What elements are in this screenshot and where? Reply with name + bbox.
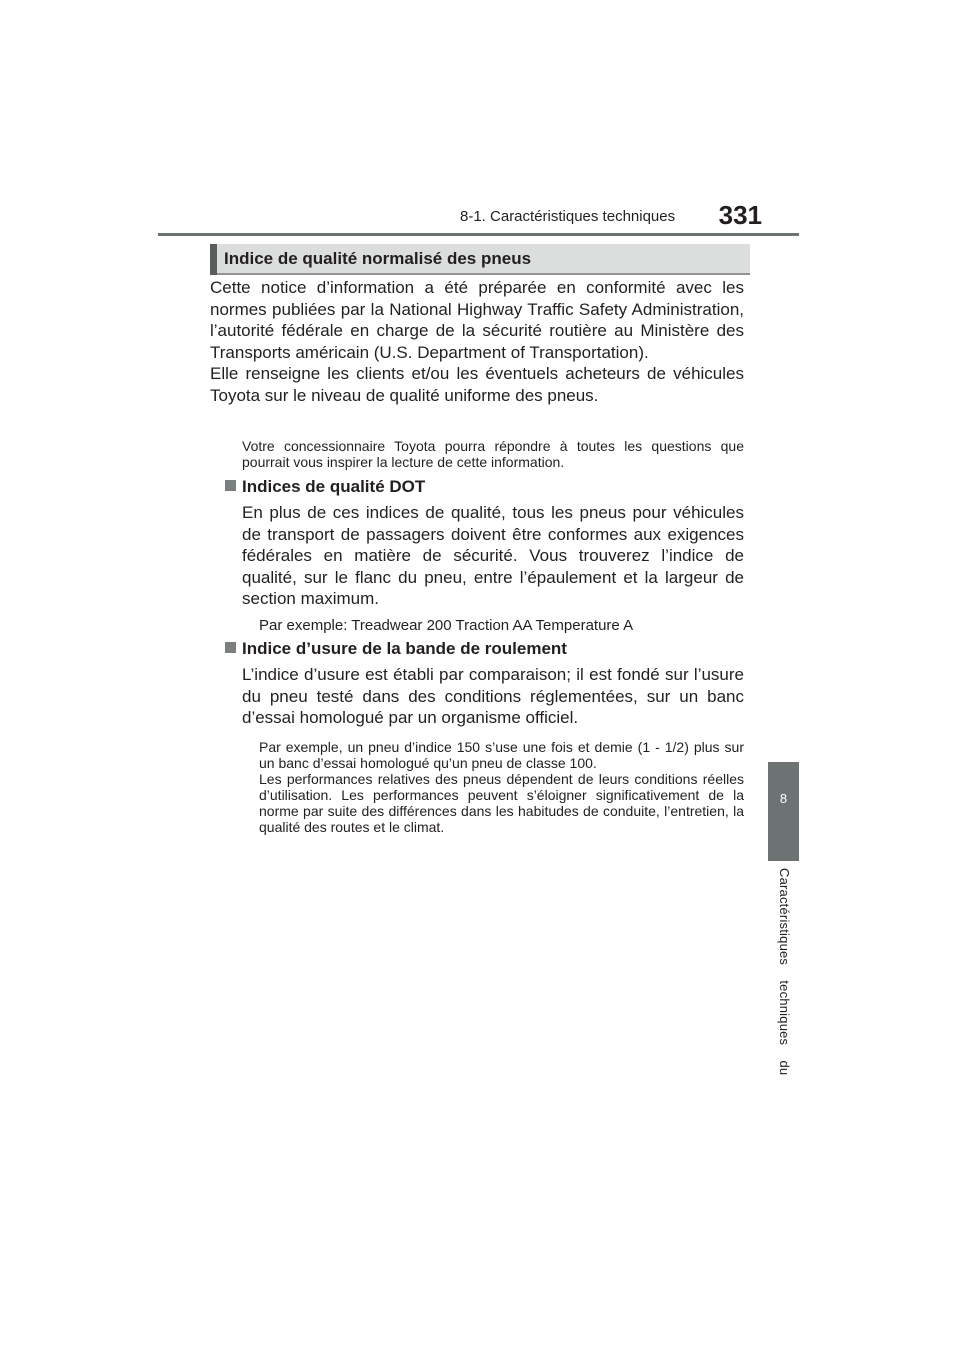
dot-block xyxy=(242,502,744,610)
section-title-accent xyxy=(210,244,217,275)
treadwear-block xyxy=(242,664,744,729)
treadwear-note-1: Par exemple, un pneu d’indice 150 s’use une fois et demie (1 - 1/2) plus sur un banc d’essai homologué qu’un pneu de classe 100. xyxy=(259,739,744,771)
treadwear-heading xyxy=(225,638,567,660)
chapter-side-label-text: Caractéristiques techniques du xyxy=(776,868,792,1076)
dot-paragraph: En plus de ces indices de qualité, tous les pneus pour véhicules de transport de passagers doivent être conformes aux exigences fédérales en matière de sécurité. Vous trouverez l’indice de qualité, sur le flanc du pneu, entre l’épaulement et la largeur de section maximum. xyxy=(242,503,744,608)
treadwear-note-2: Les performances relatives des pneus dépendent de leurs conditions réelles d’utilisation. Les performances peuvent s’éloigner significativement de la norme par suite des différences dans les habitudes de conduite, l’entretien, la qualité des routes et le climat. xyxy=(259,771,744,835)
chapter-tab xyxy=(768,762,799,861)
intro-note-block xyxy=(242,438,744,470)
header-divider xyxy=(158,233,799,236)
dot-example-block xyxy=(259,618,744,634)
intro-paragraph-1: Cette notice d’information a été préparée en conformité avec les normes publiées par la National Highway Traffic Safety Administration, l’autorité fédérale en charge de la sécurité routière au Ministère des Transports américain (U.S. Department of Transportation). xyxy=(210,278,744,362)
header-section-title: 8-1. Caractéristiques techniques xyxy=(460,208,676,225)
square-bullet-icon xyxy=(225,642,236,653)
treadwear-heading-text: Indice d’usure de la bande de roulement xyxy=(242,639,567,658)
chapter-tab-number: 8 xyxy=(779,791,788,806)
dot-example: Par exemple: Treadwear 200 Traction AA Temperature A xyxy=(259,617,634,634)
treadwear-notes-block xyxy=(259,739,744,835)
section-title: Indice de qualité normalisé des pneus xyxy=(224,249,532,268)
square-bullet-icon xyxy=(225,480,236,491)
intro-paragraph-2: Elle renseigne les clients et/ou les éventuels acheteurs de véhicules Toyota sur le niveau de qualité uniforme des pneus. xyxy=(210,364,744,405)
chapter-side-label xyxy=(768,868,799,1108)
intro-note: Votre concessionnaire Toyota pourra répondre à toutes les questions que pourrait vous inspirer la lecture de cette information. xyxy=(242,438,744,470)
page-number: 331 xyxy=(718,200,762,230)
dot-heading xyxy=(225,476,425,498)
intro-block xyxy=(210,277,744,406)
dot-heading-text: Indices de qualité DOT xyxy=(242,477,426,496)
treadwear-paragraph: L’indice d’usure est établi par comparaison; il est fondé sur l’usure du pneu testé dans des conditions réglementées, sur un banc d’essai homologué par un organisme officiel. xyxy=(242,665,744,727)
